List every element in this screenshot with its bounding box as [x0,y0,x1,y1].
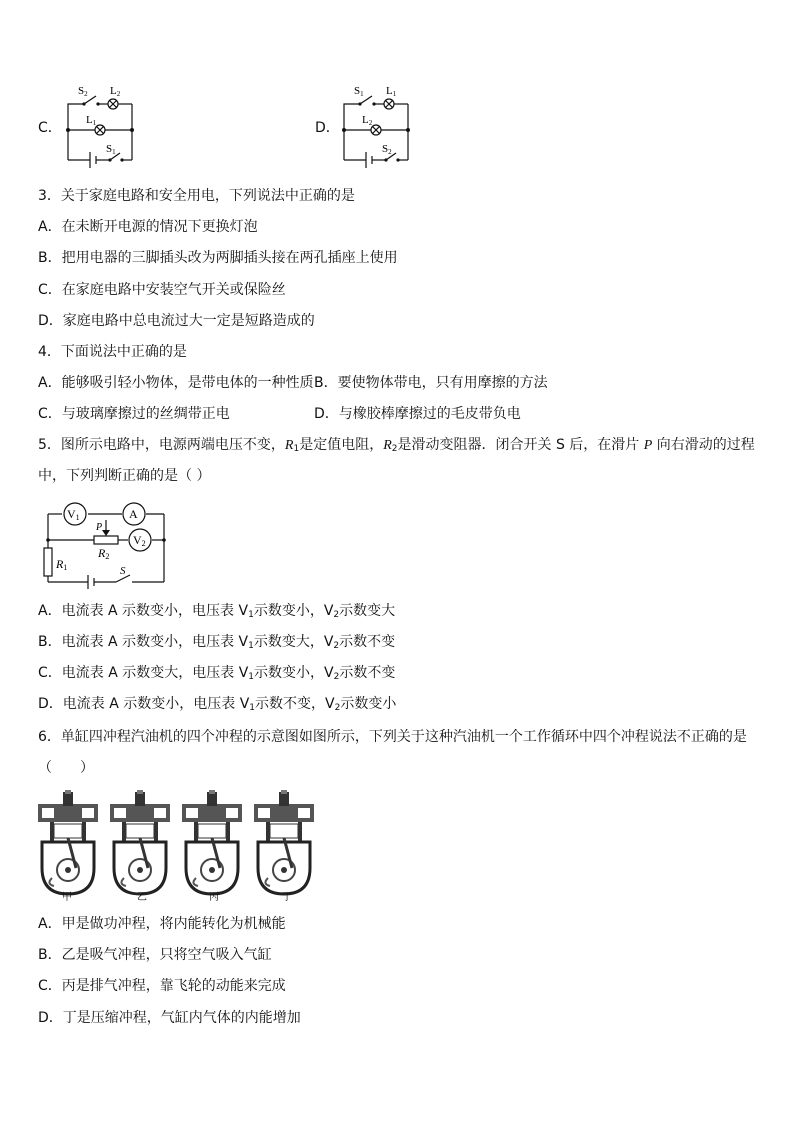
q4-option-d: D．与橡胶棒摩擦过的毛皮带负电 [314,406,521,422]
engine-label-jia: 甲 [62,892,72,903]
q3-option-d: D．家庭电路中总电流过大一定是短路造成的 [38,313,315,329]
v2-meter-label: V2 [133,533,146,548]
q4-option-a: A．能够吸引轻小物体，是带电体的一种性质 [38,375,314,391]
r1-label: R1 [56,557,68,572]
r2-label: R2 [98,546,110,561]
q5-option-b: B．电流表 A 示数变小，电压表 $V_1$示数变大，$V_2$示数不变 [38,634,396,651]
q4-option-b: B．要使物体带电，只有用摩擦的方法 [314,375,548,391]
engine-strokes-figure [36,790,336,902]
circuit-diagram-c [60,82,140,170]
circuit-diagram-d [336,82,416,170]
q3-option-b: B．把用电器的三脚插头改为两脚插头接在两孔插座上使用 [38,250,398,266]
c-l-top-label: L2 [110,85,121,98]
q3-stem: 3．关于家庭电路和安全用电，下列说法中正确的是 [38,188,355,204]
d-s-top-label: S1 [354,85,364,98]
q3-option-a: A．在未断开电源的情况下更换灯泡 [38,219,258,235]
engine-yi-drawing [110,790,170,894]
q3-option-c: C．在家庭电路中安装空气开关或保险丝 [38,282,286,298]
engine-bing-drawing [182,790,242,894]
switch-s-label: S [120,565,126,577]
engine-label-ding: 丁 [282,892,292,903]
q4-stem: 4．下面说法中正确的是 [38,344,187,360]
q4-option-c: C．与玻璃摩擦过的丝绸带正电 [38,406,230,422]
slider-p-label: P [96,522,103,533]
engine-label-bing: 丙 [209,892,219,903]
option-c-label: C． [38,120,62,136]
c-s-bot-label: S1 [106,143,116,156]
q6-option-c: C．丙是排气冲程，靠飞轮的动能来完成 [38,978,286,994]
q6-option-d: D．丁是压缩冲程，气缸内气体的内能增加 [38,1010,301,1026]
engine-label-yi: 乙 [137,892,147,903]
option-d-label: D． [315,120,340,136]
q5-circuit-diagram [40,496,170,592]
c-s-top-label: S2 [78,85,88,98]
q5-stem: 5．图所示电路中，电源两端电压不变，$R_1$是定值电阻，$R_2$是滑动变阻器．闭合开关 S 后，在滑片 P 向右滑动的过程 [38,437,755,454]
engine-ding-drawing [254,790,314,894]
q6-stem: 6．单缸四冲程汽油机的四个冲程的示意图如图所示，下列关于这种汽油机一个工作循环中四个冲程说法不正确的是 [38,729,747,745]
c-l-mid-label: L1 [86,114,97,127]
q5-option-a: A．电流表 A 示数变小，电压表 $V_1$示数变小，$V_2$示数变大 [38,603,396,620]
q5-option-c: C．电流表 A 示数变大，电压表 $V_1$示数变小，$V_2$示数不变 [38,665,396,682]
q5-option-d: D．电流表 A 示数变小，电压表 $V_1$示数不变，$V_2$示数变小 [38,696,397,713]
d-s-bot-label: S2 [382,143,392,156]
q6-option-a: A．甲是做功冲程，将内能转化为机械能 [38,916,286,932]
a-meter-label: A [129,507,138,521]
q5-stem-line2: 中，下列判断正确的是（ ） [38,468,211,484]
d-l-top-label: L1 [386,85,397,98]
q6-stem-line2: （ ） [38,760,94,776]
q6-option-b: B．乙是吸气冲程，只将空气吸入气缸 [38,947,272,963]
engine-jia-drawing [38,790,98,894]
d-l-mid-label: L2 [362,114,373,127]
v1-meter-label: V1 [67,507,80,522]
